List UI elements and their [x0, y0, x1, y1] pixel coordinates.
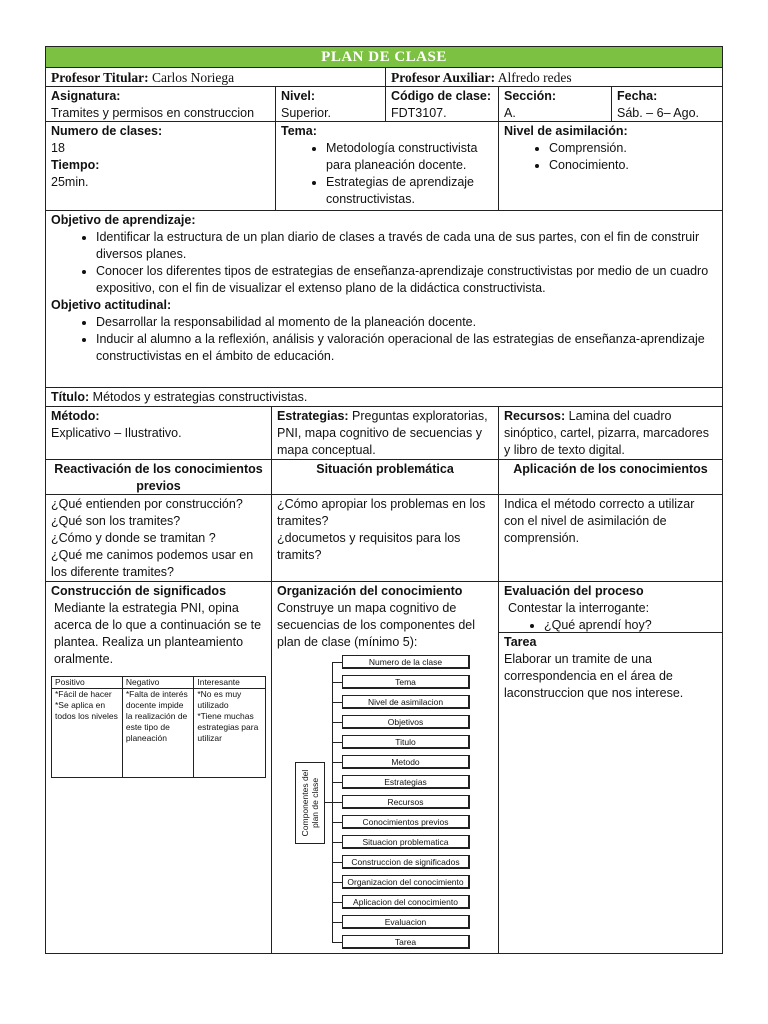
reactivacion-title: Reactivación de los conocimientos previos [54, 462, 263, 493]
evaluacion-item: • ¿Qué aprendí hoy? [544, 617, 717, 634]
map-item-box: Metodo [342, 755, 470, 769]
sections-row [45, 460, 723, 495]
reactivacion-question: ¿Cómo y donde se tramitan ? [51, 531, 216, 545]
actitudinal-item: • Desarrollar la responsabilidad al momento de la planeación docente. [96, 314, 717, 331]
map-link [332, 782, 342, 783]
map-item-box: Aplicacion del conocimiento [342, 895, 470, 909]
pni-cell: *Fácil de hacer *Se aplica en todos los niveles [52, 689, 123, 778]
recursos-cell [498, 407, 722, 459]
map-link [332, 882, 342, 883]
method-row [45, 407, 723, 460]
codigo-cell [385, 87, 498, 121]
pni-cell: *No es muy utilizado *Tiene muchas estrategias para utilizar [194, 689, 266, 778]
map-link [332, 762, 342, 763]
map-link [332, 942, 342, 943]
titulo-cell [46, 388, 722, 406]
reactivacion-question: ¿Qué me canimos podemos usar en los diferente tramites? [51, 548, 254, 579]
actitudinal-label: Objetivo actitudinal: [51, 298, 172, 312]
pni-cell: *Falta de interés docente impide la realización de este tipo de planeación [122, 689, 194, 778]
fecha-cell [611, 87, 722, 121]
numero-value: 18 [51, 141, 65, 155]
construccion-label: Construcción de significados [51, 584, 227, 598]
situacion-question: ¿documetos y requisitos para los tramits? [277, 531, 461, 562]
titular-label: Profesor Titular: [51, 70, 149, 85]
codigo-value: FDT3107. [391, 106, 447, 120]
map-link [332, 842, 342, 843]
map-item-box: Construccion de significados [342, 855, 470, 869]
map-root-label: Componentes del plan de clase [300, 769, 320, 837]
tarea-label: Tarea [504, 635, 537, 649]
asimilacion-item: • Comprensión. [549, 140, 717, 157]
fecha-value: Sáb. – 6– Ago. [617, 106, 700, 120]
map-item-box: Objetivos [342, 715, 470, 729]
map-link [332, 802, 342, 803]
reactivacion-question: ¿Qué entienden por construcción? [51, 497, 243, 511]
evaluacion-column [498, 582, 722, 953]
page-title: PLAN DE CLASE [45, 46, 723, 68]
map-item-box: Conocimientos previos [342, 815, 470, 829]
objectives-cell [46, 211, 722, 387]
fecha-label: Fecha: [617, 89, 658, 103]
map-link [332, 862, 342, 863]
titular-cell [46, 68, 385, 86]
aplicacion-header [498, 460, 722, 494]
metodo-label: Método: [51, 409, 100, 423]
recursos-value: Lamina del cuadro sinóptico, cartel, pizarra, marcadores y libro de texto digital. [504, 409, 709, 457]
pni-table [51, 676, 266, 778]
map-item-box: Tarea [342, 935, 470, 949]
map-link [332, 722, 342, 723]
estrategias-cell [271, 407, 498, 459]
codigo-label: Código de clase: [391, 89, 492, 103]
aprendizaje-item: • Conocer los diferentes tipos de estrategias de enseñanza-aprendizaje constructivistas por medio de un cuadro expositivo, con el fin de visualizar el extenso plano de la didáctica constructivista. [96, 263, 717, 297]
tema-item: • Estrategias de aprendizaje constructivistas. [326, 174, 493, 208]
actitudinal-item: • Inducir al alumno a la reflexión, análisis y valoración operacional de las estrategias de enseñanza-aprendizaje constructivistas en el ámbito de educación. [96, 331, 717, 365]
tema-cell [275, 122, 498, 210]
questions-row [45, 495, 723, 582]
nivel-value: Superior. [281, 106, 332, 120]
titulo-row [45, 388, 723, 407]
map-item-box: Recursos [342, 795, 470, 809]
auxiliar-cell [385, 68, 722, 86]
seccion-label: Sección: [504, 89, 557, 103]
seccion-value: A. [504, 106, 516, 120]
evaluacion-label: Evaluación del proceso [504, 584, 644, 598]
map-item-box: Organizacion del conocimiento [342, 875, 470, 889]
tema-item: • Metodología constructivista para planeación docente. [326, 140, 493, 174]
aplicacion-title: Aplicación de los conocimientos [513, 462, 708, 476]
map-root-box [295, 762, 325, 844]
map-item-box: Estrategias [342, 775, 470, 789]
estrategias-label: Estrategias: [277, 409, 349, 423]
evaluacion-cell [499, 582, 722, 633]
auxiliar-name: Alfredo redes [497, 70, 572, 85]
situacion-header [271, 460, 498, 494]
map-link [332, 902, 342, 903]
tiempo-label: Tiempo: [51, 158, 100, 172]
numero-cell [46, 122, 275, 210]
map-link [332, 742, 342, 743]
objectives-row [45, 211, 723, 388]
pni-header: Interesante [194, 677, 266, 689]
estrategias-value: Preguntas exploratorias, PNI, mapa cognitivo de secuencias y mapa conceptual. [277, 409, 488, 457]
map-item-box: Titulo [342, 735, 470, 749]
metodo-value: Explicativo – Ilustrativo. [51, 426, 182, 440]
aprendizaje-label: Objetivo de aprendizaje: [51, 213, 196, 227]
organizacion-text: Construye un mapa cognitivo de secuencias de los componentes del plan de clase (mínimo 5): [277, 601, 476, 649]
asimilacion-label: Nivel de asimilación: [504, 124, 628, 138]
asimilacion-item: • Conocimiento. [549, 157, 717, 174]
asimilacion-cell [498, 122, 722, 210]
map-link [332, 662, 342, 663]
situacion-question: ¿Cómo apropiar los problemas en los tramites? [277, 497, 486, 528]
construccion-cell [46, 582, 271, 953]
map-item-box: Tema [342, 675, 470, 689]
tema-label: Tema: [281, 124, 317, 138]
details-row [45, 122, 723, 211]
metodo-cell [46, 407, 271, 459]
asignatura-value: Tramites y permisos en construccion [51, 106, 255, 120]
reactivacion-header [46, 460, 271, 494]
reactivacion-question: ¿Qué son los tramites? [51, 514, 181, 528]
map-link [332, 702, 342, 703]
reactivacion-cell [46, 495, 271, 581]
pni-header: Positivo [52, 677, 123, 689]
titulo-label: Título: [51, 390, 90, 404]
organizacion-label: Organización del conocimiento [277, 584, 463, 598]
map-item-box: Evaluacion [342, 915, 470, 929]
nivel-label: Nivel: [281, 89, 316, 103]
aplicacion-text: Indica el método correcto a utilizar con el nivel de asimilación de comprensión. [504, 497, 695, 545]
asignatura-cell [46, 87, 275, 121]
numero-label: Numero de clases: [51, 124, 163, 138]
map-item-box: Numero de la clase [342, 655, 470, 669]
nivel-cell [275, 87, 385, 121]
map-link [332, 922, 342, 923]
tarea-cell [499, 633, 722, 703]
seccion-cell [498, 87, 611, 121]
map-link [332, 822, 342, 823]
map-link [332, 682, 342, 683]
asignatura-label: Asignatura: [51, 89, 121, 103]
aplicacion-cell [498, 495, 722, 581]
pni-header: Negativo [122, 677, 194, 689]
situacion-cell [271, 495, 498, 581]
map-item-box: Situacion problematica [342, 835, 470, 849]
evaluacion-text: Contestar la interrogante: [508, 601, 650, 615]
aprendizaje-item: • Identificar la estructura de un plan diario de clases a través de cada una de sus partes, con el fin de construir diversos planes. [96, 229, 717, 263]
teachers-row [45, 68, 723, 87]
auxiliar-label: Profesor Auxiliar: [391, 70, 496, 85]
map-item-box: Nivel de asimilacion [342, 695, 470, 709]
recursos-label: Recursos: [504, 409, 566, 423]
situacion-title: Situación problemática [316, 462, 454, 476]
tiempo-value: 25min. [51, 175, 89, 189]
course-row [45, 87, 723, 122]
tarea-text: Elaborar un tramite de una correspondencia en el área de laconstruccion que nos interese. [504, 652, 684, 700]
construccion-text: Mediante la estrategia PNI, opina acerca de lo que a continuación se te plantea. Realiza un planteamiento oralmente. [54, 601, 262, 666]
titulo-value: Métodos y estrategias constructivistas. [92, 390, 308, 404]
titular-name: Carlos Noriega [152, 70, 235, 85]
